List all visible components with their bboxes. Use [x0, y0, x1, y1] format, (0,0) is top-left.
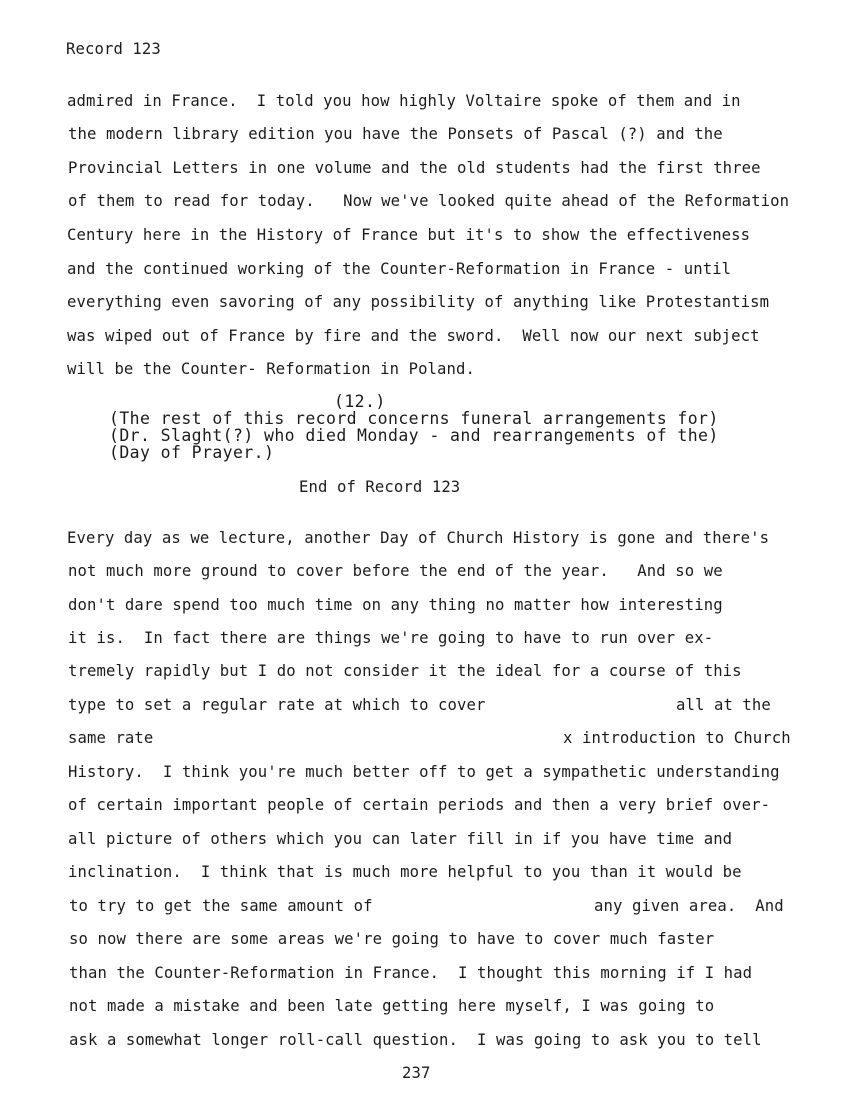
text-line: type to set a regular rate at which to cover [68, 696, 486, 714]
text-line: any given area. And [594, 897, 784, 915]
text-line: was wiped out of France by fire and the sword. Well now our next subject [67, 327, 760, 345]
text-line: Century here in the History of France but it's to show the effectiveness [67, 226, 751, 244]
text-line: Provincial Letters in one volume and the old students had the first three [68, 159, 761, 177]
note-line: (Dr. Slaght(?) who died Monday - and rearrangements of the) [109, 426, 719, 445]
transcription-gap [165, 729, 560, 747]
text-line: don't dare spend too much time on any thing no matter how interesting [68, 596, 723, 614]
text-line: same rate [68, 729, 154, 747]
text-line: not much more ground to cover before the end of the year. And so we [68, 562, 723, 580]
transcription-gap [395, 897, 590, 915]
note-line: (Day of Prayer.) [109, 443, 275, 462]
end-of-record: End of Record 123 [299, 478, 461, 496]
text-line: x introduction to Church [563, 729, 791, 747]
text-line: and the continued working of the Counter-Reformation in France - until [67, 260, 732, 278]
text-line: History. I think you're much better off to get a sympathetic understanding [68, 763, 780, 781]
text-line: of certain important people of certain periods and then a very brief over- [68, 796, 771, 814]
text-line: the modern library edition you have the Ponsets of Pascal (?) and the [68, 125, 723, 143]
text-line: of them to read for today. Now we've looked quite ahead of the Reformation [68, 192, 790, 210]
text-line: tremely rapidly but I do not consider it the ideal for a course of this [68, 662, 742, 680]
page-number: 237 [402, 1064, 431, 1082]
text-line: not made a mistake and been late getting here myself, I was going to [69, 997, 715, 1015]
transcription-gap [515, 696, 670, 714]
text-line: all at the [676, 696, 771, 714]
text-line: all picture of others which you can later fill in if you have time and [68, 830, 733, 848]
text-line: inclination. I think that is much more helpful to you than it would be [68, 863, 742, 881]
note-number: (12.) [334, 392, 386, 411]
text-line: everything even savoring of any possibility of anything like Protestantism [67, 293, 770, 311]
text-line: it is. In fact there are things we're going to have to run over ex- [68, 629, 714, 647]
text-line: ask a somewhat longer roll-call question. I was going to ask you to tell [69, 1031, 762, 1049]
text-line: admired in France. I told you how highly Voltaire spoke of them and in [67, 92, 741, 110]
text-line: than the Counter-Reformation in France. I thought this morning if I had [69, 964, 753, 982]
text-line: will be the Counter- Reformation in Poland. [67, 360, 475, 378]
note-line: (The rest of this record concerns funeral arrangements for) [109, 409, 719, 428]
text-line: to try to get the same amount of [69, 897, 373, 915]
text-line: so now there are some areas we're going to have to cover much faster [69, 930, 715, 948]
record-header: Record 123 [66, 40, 161, 58]
text-line: Every day as we lecture, another Day of Church History is gone and there's [67, 529, 770, 547]
